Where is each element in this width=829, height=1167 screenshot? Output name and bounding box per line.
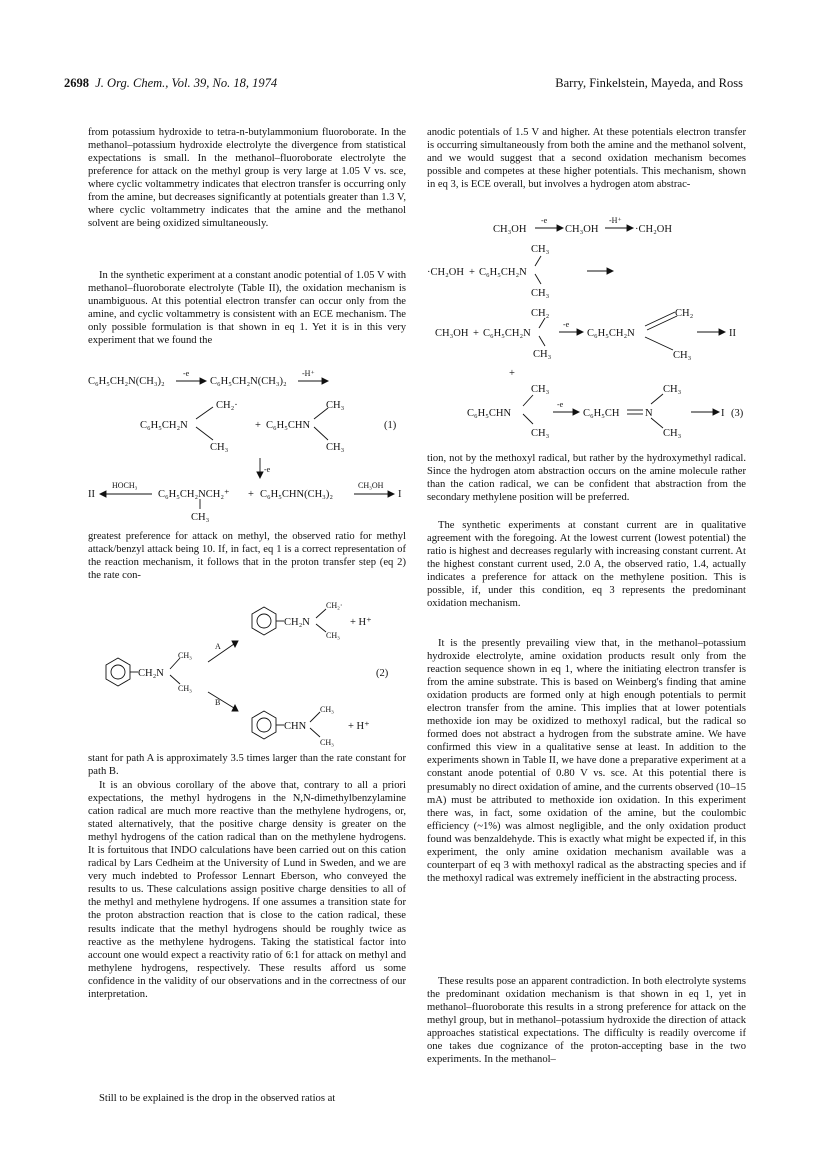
left-para-1: from potassium hydroxide to tetra-n-butylammonium fluoroborate. In the methanol–potassium hydroxide electrolyte the divergence from statistical expectations is small. In the methanol–fluoroborate electrolyte the preference for attack on the methyl group is very large at 1.05 V vs. sce, where cyclic voltammetry indicates that electron transfer is occurring only from the amine, but decreases significantly at potentials greater than 1.3 V, where cyclic voltammetry indicates that the amine and the methanol solvent are being oxidized simultaneously. <box>88 127 406 230</box>
right-para-5: These results pose an apparent contradiction. In both electrolyte systems the predominant oxidation mechanism is that shown in eq 1, yet in methanol–fluoroborate this results in a strong preference for attack on the methyl group, but in methanol–potassium hydroxide the direction of attack approaches statistical expectations. The difficulty is readily overcome if one takes due cognizance of the proton-accepting base in the two experiments. In the methanol– <box>427 976 746 1066</box>
eq1-plus-bottom: + <box>248 489 254 500</box>
eq2-ch2-radical: CH₂· <box>326 601 343 610</box>
eq1-ch3-left: CH₃ <box>210 442 229 453</box>
eq3-ch3-2: CH₃ <box>533 349 552 360</box>
eq2-label: (2) <box>376 668 389 679</box>
eq3-ch2-radical: CH₂ <box>531 308 550 319</box>
eq3-plus-2: + <box>473 328 479 339</box>
left-para-3: greatest preference for attack on methyl, the observed ratio for methyl attack/benzyl attack being 10. If, in fact, eq 1 is a correct representation of the reaction mechanism, it follows that in the proton transfer step (eq 2) the rate con- <box>88 531 406 582</box>
eq1-hoch3: HOCH₃ <box>112 481 138 490</box>
right-para-3: The synthetic experiments at constant current are in qualitative agreement with the foregoing. At the lowest current (lowest potential) the ratio is highest and decreases regularly with increasing constant current. At the highest constant current used, 2.0 A, the observed ratio, 1.4, actually indicates a preference for attack on the methylene position. This is possible, if, under this condition, eq 3 represents the predominant oxidation mechanism. <box>427 520 746 610</box>
eq1-product-i: I <box>398 489 402 500</box>
eq3-arrow-h: -H⁺ <box>609 216 622 225</box>
eq3-ch3-5: CH₃ <box>663 384 682 395</box>
eq2-path-a: A <box>215 642 221 651</box>
eq1-benzylamine-left: C₆H₅CH₂N <box>140 420 188 431</box>
eq2-reactant-ch3-bottom: CH₃ <box>178 684 192 693</box>
eq2-reactant-ch2n: CH₂N <box>138 668 164 679</box>
eq2-ch2n-upper: CH₂N <box>284 617 310 628</box>
equation-2 <box>104 592 404 752</box>
eq3-ch3-right: CH₃ <box>673 350 692 361</box>
eq2-benzene-ring-reactant <box>106 658 130 686</box>
eq2-ch3-lower-bottom: CH₃ <box>320 738 334 747</box>
equation-3 <box>427 192 747 447</box>
eq1-ch3-bottom-right: CH₃ <box>326 442 345 453</box>
running-header-left <box>64 76 277 91</box>
eq1-iminium: C₆H₅CH₂NCH₂⁺ <box>158 489 230 500</box>
eq1-product-ii: II <box>88 489 95 500</box>
right-para-2: tion, not by the methoxyl radical, but rather by the hydroxymethyl radical. Since the hydrogen atom abstraction occurs on the amine molecule rather than the cation radical, we can be confident that abstraction from the secondary methylene position will be preferred. <box>427 453 746 504</box>
eq3-amine-1: C₆H₅CH₂N <box>479 267 527 278</box>
eq1-benzylamine-right: C₆H₅CHN <box>266 420 311 431</box>
eq1-ch3oh: CH₃OH <box>358 481 384 490</box>
journal-citation: J. Org. Chem., Vol. 39, No. 18, 1974 <box>95 76 278 90</box>
eq2-reactant-ch3-top: CH₃ <box>178 651 192 660</box>
eq2-hplus-lower: + H⁺ <box>348 721 370 732</box>
eq1-arrow-label-h: -H⁺ <box>302 369 315 378</box>
eq3-methanol: CH₃OH <box>493 224 527 235</box>
eq3-ch2-right: CH₂ <box>675 308 694 319</box>
eq1-ch3-top-right: CH₃ <box>326 400 345 411</box>
eq3-ch3-3: CH₃ <box>531 384 550 395</box>
eq1-label: (1) <box>384 420 397 431</box>
eq1-cation-radical: C₆H₅CH₂N(CH₃)₂ <box>210 376 287 387</box>
eq2-chn-lower: CHN <box>284 721 307 732</box>
equation-1 <box>88 369 408 527</box>
eq3-plus-1: + <box>469 267 475 278</box>
left-para-6: Still to be explained is the drop in the observed ratios at <box>99 1093 336 1104</box>
running-header-authors: Barry, Finkelstein, Mayeda, and Ross <box>555 76 743 90</box>
eq2-hplus-upper: + H⁺ <box>350 617 372 628</box>
eq3-arrow-e-2: -e <box>563 320 570 329</box>
left-para-5: It is an obvious corollary of the above that, contrary to all a priori expectations, the methyl hydrogens in the N,N-dimethylbenzylamine cation radical are much more reactive than the methylene hydrogens, or, stated alternatively, that the positive charge density is greater on the methyl hydrogens of the cation radical than on the methylene hydrogens. It is fortuitous that INDO calculations have been carried out on this cation radical by Lars Cedheim at the University of Lund in Sweden, and we are very much indebted to Professor Lennart Eberson, who conveyed the results to us. These calculations assign positive charge densities to all of the methyl and methylene hydrogens. If one assumes a transition state for the proton abstraction reaction that is close to the cation radical, these results indicate that the methyl hydrogens should be roughly twice as reactive as the methylene hydrogens. Taking the statistical factor into account one would expect a reactivity ratio of 6:1 for attack on methyl and methylene hydrogens, respectively. These results afford us some confidence in the validity of our observations and in the correctness of our interpretation. <box>88 780 406 1000</box>
eq3-methanol-radical-cation: CH₃OH <box>565 224 599 235</box>
right-para-1: anodic potentials of 1.5 V and higher. At these potentials electron transfer is occurring simultaneously from both the amine and the methanol solvent, and we would suggest that a second oxidation mechanism becomes possible and competes at these higher potentials. This mechanism, shown in eq 3, is ECE overall, but involves a hydrogen atom abstrac- <box>427 127 746 191</box>
eq3-amine-2: C₆H₅CH₂N <box>483 328 531 339</box>
eq1-reactant: C₆H₅CH₂N(CH₃)₂ <box>88 376 165 387</box>
eq1-plus: + <box>255 420 261 431</box>
eq3-amine-3: C₆H₅CHN <box>467 408 512 419</box>
eq3-product-i: I <box>721 408 725 419</box>
eq1-down-arrow-label: -e <box>264 465 271 474</box>
left-para-4: stant for path A is approximately 3.5 times larger than the rate constant for path B. <box>88 753 406 778</box>
eq3-product-ii: II <box>729 328 736 339</box>
eq3-hydroxymethyl-radical: ·CH₂OH <box>635 224 672 235</box>
right-para-4: It is the presently prevailing view that, in the methanol–potassium hydroxide electrolyte, amine oxidation products result only from the reaction sequence shown in eq 1, where the initiating electron transfer is from the amine substrate. This is based on Weinberg's finding that amine oxidation products are formed only at high enough potentials to permit electron transfer from the amine. This implies that at lower potentials methoxide ion may be oxidized to methoxyl radical, but the radical so formed does not abstract a hydrogen from the substrate amine. We have confirmed this view in a qualitative sense at least. In addition to the experiments shown in Table II, we have done a preparative experiment at a constant anode potential of 0.80 V vs. sce. At this potential there is presumably no direct oxidation of amine, and the currents observed (10–15 mA) must be attributed to methoxide ion oxidation. In this experiment there was, in fact, some oxidation of the amine, but the coulombic efficiency (~1%) was almost negligible, and the only oxidation product found was benzaldehyde. This is exactly what might be expected if, in this experiment, the only amine oxidation mechanism available was a counterpart of eq 3 with methoxyl radical as the abstracting species and if the methoxyl radical was extremely inefficient in the abstracting process. <box>427 638 746 884</box>
eq3-arrow-e-3: -e <box>557 400 564 409</box>
eq3-ch3-bottom: CH₃ <box>531 288 550 299</box>
eq3-benzylidene: C₆H₅CH <box>583 408 620 419</box>
eq1-carbon-radical: C₆H₅CHN(CH₃)₂ <box>260 489 333 500</box>
eq3-ch3-6: CH₃ <box>663 428 682 439</box>
eq1-arrow-label-e: -e <box>183 369 190 378</box>
eq1-ch2-radical: CH₂· <box>216 400 238 411</box>
eq2-benzene-ring-lower <box>252 711 276 739</box>
eq1-ch3-bottom: CH₃ <box>191 512 210 523</box>
eq2-ch3-lower-top: CH₃ <box>320 705 334 714</box>
left-para-2: In the synthetic experiment at a constant anodic potential of 1.05 V with methanol–fluoroborate electrolyte (Table II), the oxidation mechanism is unambiguous. At this potential electron transfer can occur only from the amine, and cyclic voltammetry is consistent with an ECE mechanism. The only possible formulation is that shown in eq 1. Yet it is in this very experiment that we found the <box>88 270 406 347</box>
eq3-arrow-e: -e <box>541 216 548 225</box>
eq2-benzene-ring-upper <box>252 607 276 635</box>
eq3-label: (3) <box>731 408 744 419</box>
eq3-hydroxymethyl-b: ·CH₂OH <box>427 267 464 278</box>
eq3-ch3-top: CH₃ <box>531 244 550 255</box>
eq3-ch3-4: CH₃ <box>531 428 550 439</box>
eq2-ch3-upper: CH₃ <box>326 631 340 640</box>
eq2-path-b: B <box>215 698 221 707</box>
page-number: 2698 <box>64 76 89 90</box>
eq3-plus-3: + <box>509 368 515 379</box>
eq3-methanol-2: CH₃OH <box>435 328 469 339</box>
eq3-iminium-carbon: C₆H₅CH₂N <box>587 328 635 339</box>
eq3-nitrogen: N <box>645 408 653 419</box>
